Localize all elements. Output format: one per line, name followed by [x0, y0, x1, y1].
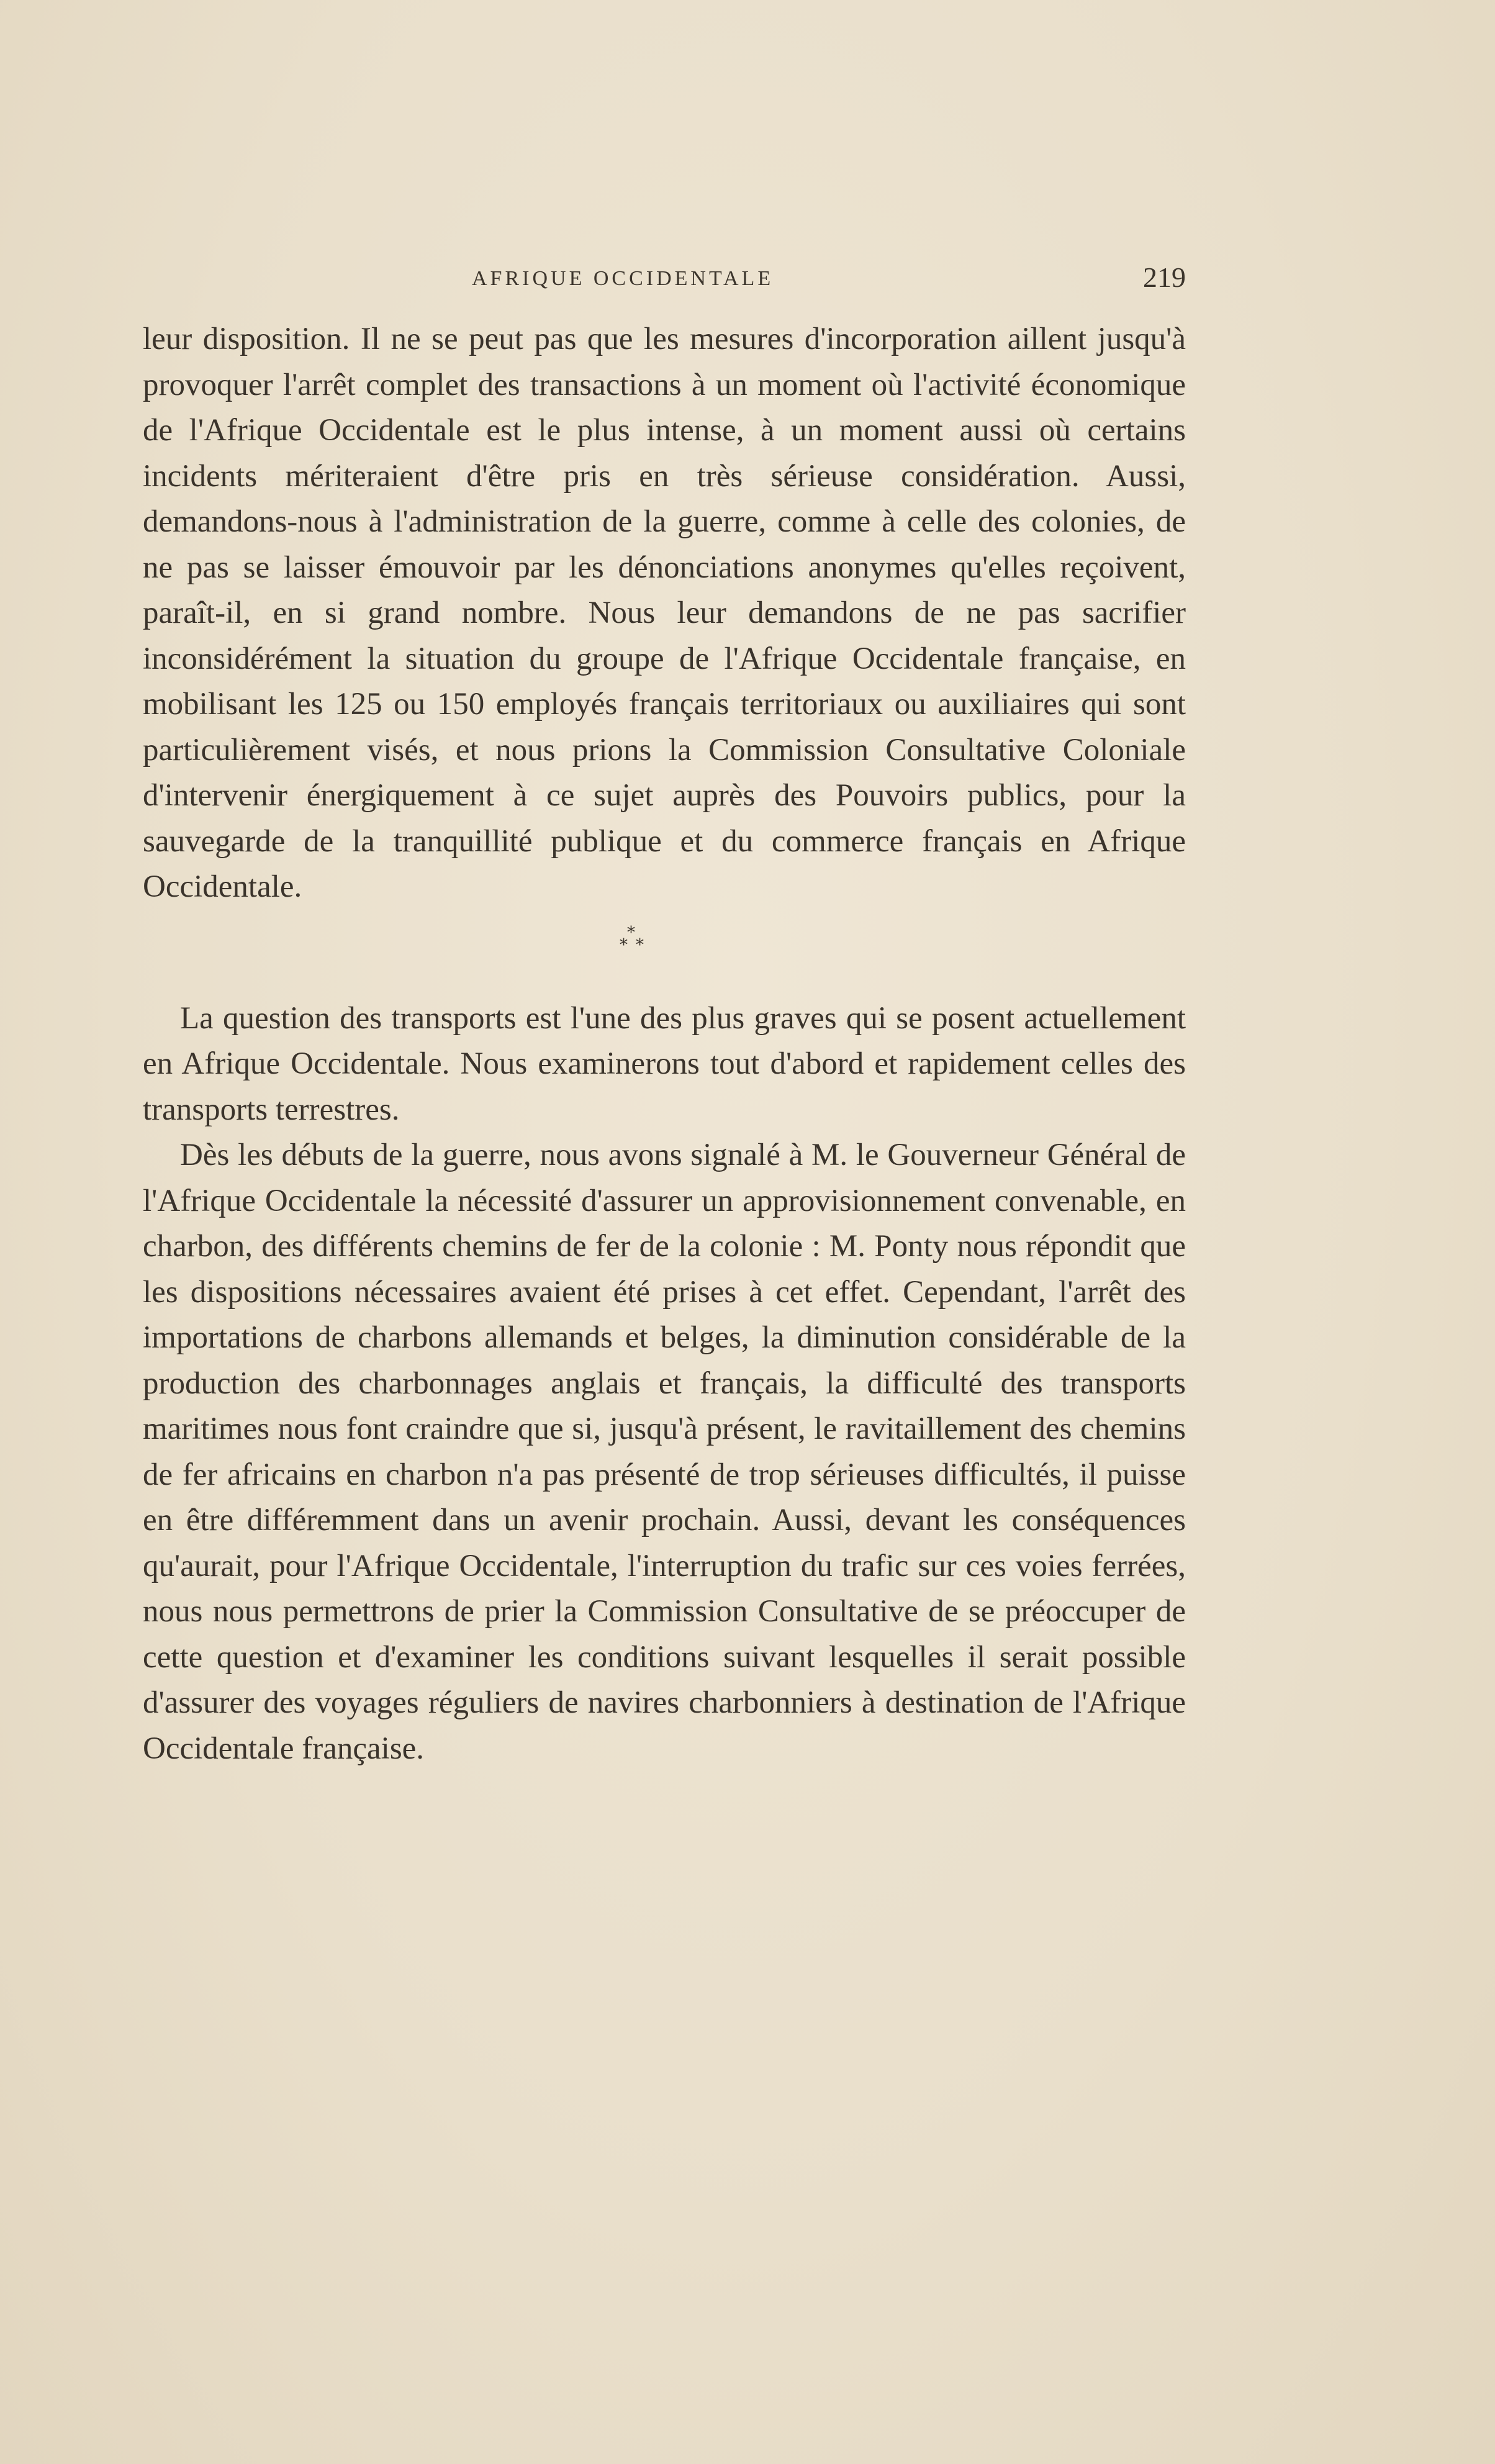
page-header	[143, 261, 1186, 298]
section-separator	[143, 910, 1186, 996]
paragraph-charbon: Dès les débuts de la guerre, nous avons signalé à M. le Gouverneur Général de l'Afrique Occidentale la nécessité d'assurer un approvisionnement convenable, en charbon, des différents chemins de fer de la colonie : M. Ponty nous répondit que les dispositions nécessaires avaient été prises à cet effet. Cependant, l'arrêt des importations de charbons allemands et belges, la diminution considérable de la production des charbonnages anglais et français, la difficulté des transports maritimes nous font craindre que si, jusqu'à présent, le ravitaillement des chemins de fer africains en charbon n'a pas présenté de trop sérieuses difficultés, il puisse en être différemment dans un avenir prochain. Aussi, devant les conséquences qu'aurait, pour l'Afrique Occidentale, l'interruption du trafic sur ces voies ferrées, nous nous permettrons de prier la Commission Consultative de se préoccuper de cette question et d'examiner les conditions suivant lesquelles il serait possible d'assurer des voyages réguliers de navires charbonniers à destination de l'Afrique Occidentale française.	[143, 1138, 1186, 1766]
running-title: AFRIQUE OCCIDENTALE	[472, 267, 774, 290]
separator-star-icon: *	[620, 935, 628, 954]
separator-star-icon: *	[627, 923, 635, 942]
page-number: 219	[1143, 261, 1186, 293]
paragraph-transports: La question des transports est l'une des plus graves qui se posent actuellement en Afrique Occidentale. Nous examinerons tout d'abord et rapidement celles des transports terrestres.	[143, 1000, 1186, 1127]
body-text	[143, 317, 1186, 1772]
paragraph-continued: leur disposition. Il ne se peut pas que les mesures d'incorporation aillent jusqu'à provoquer l'arrêt complet des transactions à un moment où l'activité économique de l'Afrique Occidentale est le plus intense, à un moment aussi où certains incidents mériteraient d'être pris en très sérieuse considération. Aussi, demandons-nous à l'administration de la guerre, comme à celle des colonies, de ne pas se laisser émouvoir par les dénonciations anonymes qu'elles reçoivent, paraît-il, en si grand nombre. Nous leur demandons de ne pas sacrifier inconsidérément la situation du groupe de l'Afrique Occidentale française, en mobilisant les 125 ou 150 employés français territoriaux ou auxiliaires qui sont particulièrement visés, et nous prions la Commission Consultative Coloniale d'intervenir énergiquement à ce sujet auprès des Pouvoirs publics, pour la sauvegarde de la tranquillité publique et du commerce français en Afrique Occidentale.	[143, 322, 1186, 904]
separator-star-icon: *	[636, 935, 644, 954]
